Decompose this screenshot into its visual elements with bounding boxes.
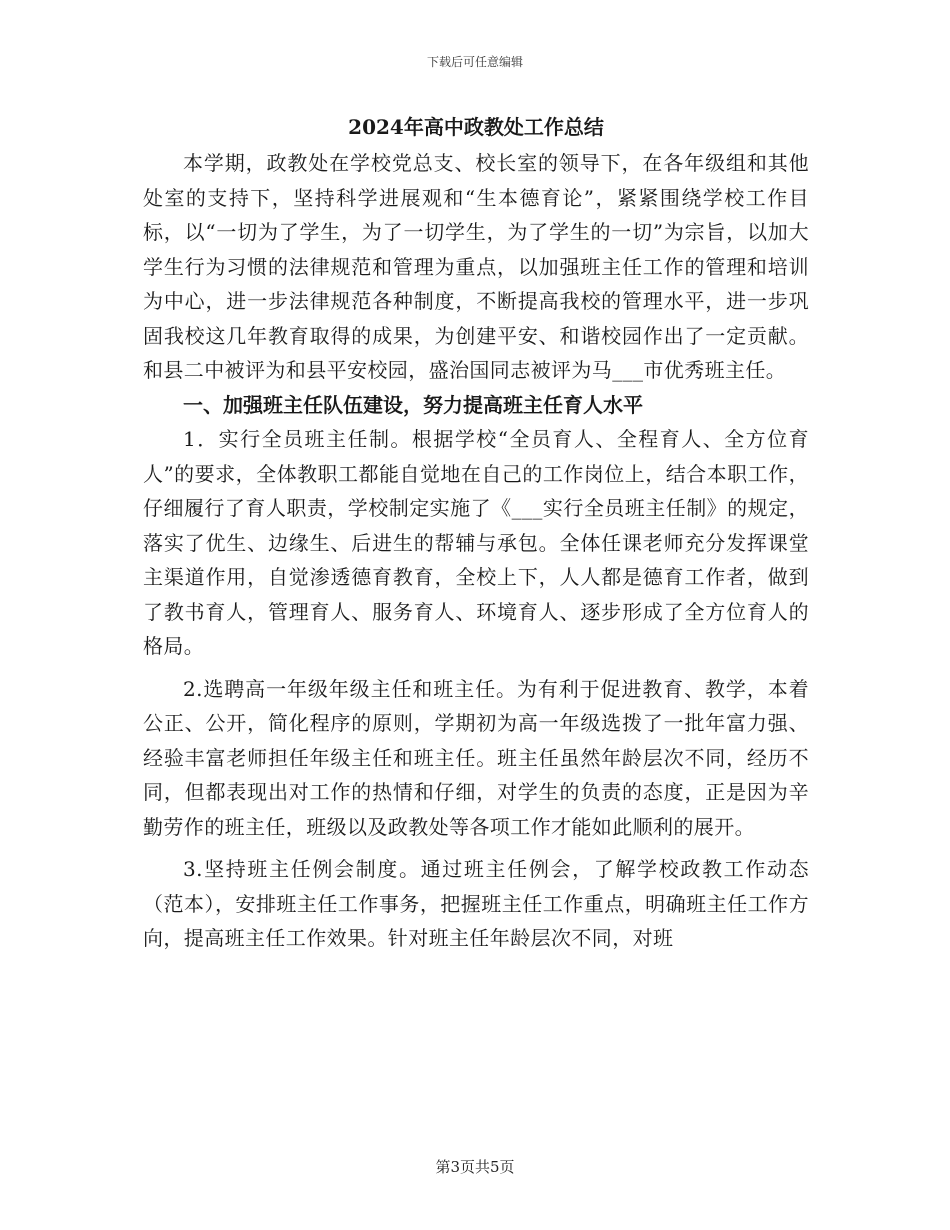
paragraph-gap: [143, 664, 809, 672]
header-note: 下载后可任意编辑: [426, 55, 523, 69]
page-number-footer: 第3页共5页: [435, 1158, 515, 1176]
document-title: 2024年高中政教处工作总结: [348, 115, 604, 139]
paragraph-gap: [143, 844, 809, 852]
section-heading-1: 一、加强班主任队伍建设，努力提高班主任育人水平: [183, 392, 643, 417]
document-body: [143, 108, 809, 956]
section1-item-1: 1．实行全员班主任制。根据学校“全员育人、全程育人、全方位育人”的要求，全体教职工都能自觉地在自己的工作岗位上，结合本职工作，仔细履行了育人职责，学校制定实施了《___实行全员班主任制》的规定，落实了优生、边缘生、后进生的帮辅与承包。全体任课老师充分发挥课堂主渠道作用，自觉渗透德育教育，全校上下，人人都是德育工作者，做到了教书育人，管理育人、服务育人、环境育人、逐步形成了全方位育人的格局。: [143, 427, 809, 658]
section1-item-2: 2.选聘高一年级年级主任和班主任。为有利于促进教育、教学，本着公正、公开，简化程序的原则，学期初为高一年级选拨了一批年富力强、经验丰富老师担任年级主任和班主任。班主任虽然年龄层次不同，经历不同，但都表现出对工作的热情和仔细，对学生的负责的态度，正是因为辛勤劳作的班主任，班级以及政教处等各项工作才能如此顺利的展开。: [143, 676, 809, 839]
intro-paragraph: 本学期，政教处在学校党总支、校长室的领导下，在各年级组和其他处室的支持下，坚持科学进展观和“生本德育论”，紧紧围绕学校工作目标，以“一切为了学生，为了一切学生，为了学生的一切”为宗旨，以加大学生行为习惯的法律规范和管理为重点，以加强班主任工作的管理和培训为中心，进一步法律规范各种制度，不断提高我校的管理水平，进一步巩固我校这几年教育取得的成果，为创建平安、和谐校园作出了一定贡献。和县二中被评为和县平安校园，盛治国同志被评为马___市优秀班主任。: [143, 151, 809, 382]
section1-item-3: 3.坚持班主任例会制度。通过班主任例会，了解学校政教工作动态（范本），安排班主任工作事务，把握班主任工作重点，明确班主任工作方向，提高班主任工作效果。针对班主任年龄层次不同，对班: [143, 857, 809, 950]
